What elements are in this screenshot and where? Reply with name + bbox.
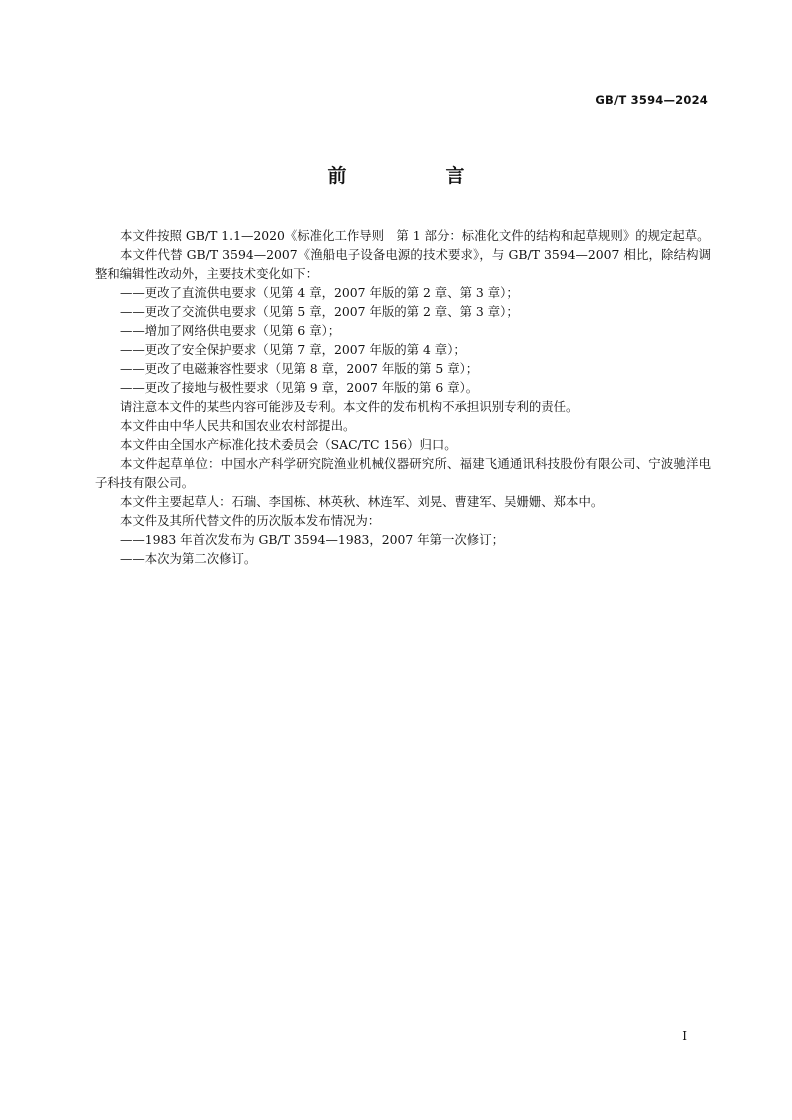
paragraph-drafting-units: 本文件起草单位：中国水产科学研究院渔业机械仪器研究所、福建飞通通讯科技股份有限公司、宁波驰洋电子科技有限公司。	[95, 456, 711, 490]
paragraph-proposer: 本文件由中华人民共和国农业农村部提出。	[120, 418, 356, 433]
foreword-body	[95, 226, 711, 568]
change-item: ——增加了网络供电要求（见第 6 章）；	[120, 323, 341, 338]
paragraph-committee: 本文件由全国水产标准化技术委员会（SAC/TC 156）归口。	[120, 437, 457, 452]
paragraph-version-history: 本文件及其所代替文件的历次版本发布情况为：	[120, 513, 381, 528]
history-item: ——本次为第二次修订。	[120, 551, 257, 566]
history-item: ——1983 年首次发布为 GB/T 3594—1983，2007 年第一次修订；	[120, 532, 504, 547]
page-title: 前 言	[327, 165, 505, 187]
page-number: I	[682, 1029, 687, 1043]
change-item: ——更改了电磁兼容性要求（见第 8 章，2007 年版的第 5 章）；	[120, 361, 479, 376]
paragraph-drafters: 本文件主要起草人：石瑞、李国栋、林英秋、林连军、刘晃、曹建军、吴姗姗、郑本中。	[120, 494, 604, 509]
change-item: ——更改了直流供电要求（见第 4 章，2007 年版的第 2 章、第 3 章）；	[120, 285, 519, 300]
paragraph-replacement: 本文件代替 GB/T 3594—2007《渔船电子设备电源的技术要求》，与 GB/T 3594—2007 相比，除结构调整和编辑性改动外，主要技术变化如下：	[95, 247, 711, 281]
change-item: ——更改了交流供电要求（见第 5 章，2007 年版的第 2 章、第 3 章）；	[120, 304, 519, 319]
change-item: ——更改了安全保护要求（见第 7 章，2007 年版的第 4 章）；	[120, 342, 466, 357]
document-code: GB/T 3594—2024	[595, 93, 708, 107]
paragraph-patent-notice: 请注意本文件的某些内容可能涉及专利。本文件的发布机构不承担识别专利的责任。	[120, 399, 579, 414]
change-item: ——更改了接地与极性要求（见第 9 章，2007 年版的第 6 章）。	[120, 380, 479, 395]
paragraph-drafting-rules: 本文件按照 GB/T 1.1—2020《标准化工作导则 第 1 部分：标准化文件的结构和起草规则》的规定起草。	[120, 228, 710, 243]
